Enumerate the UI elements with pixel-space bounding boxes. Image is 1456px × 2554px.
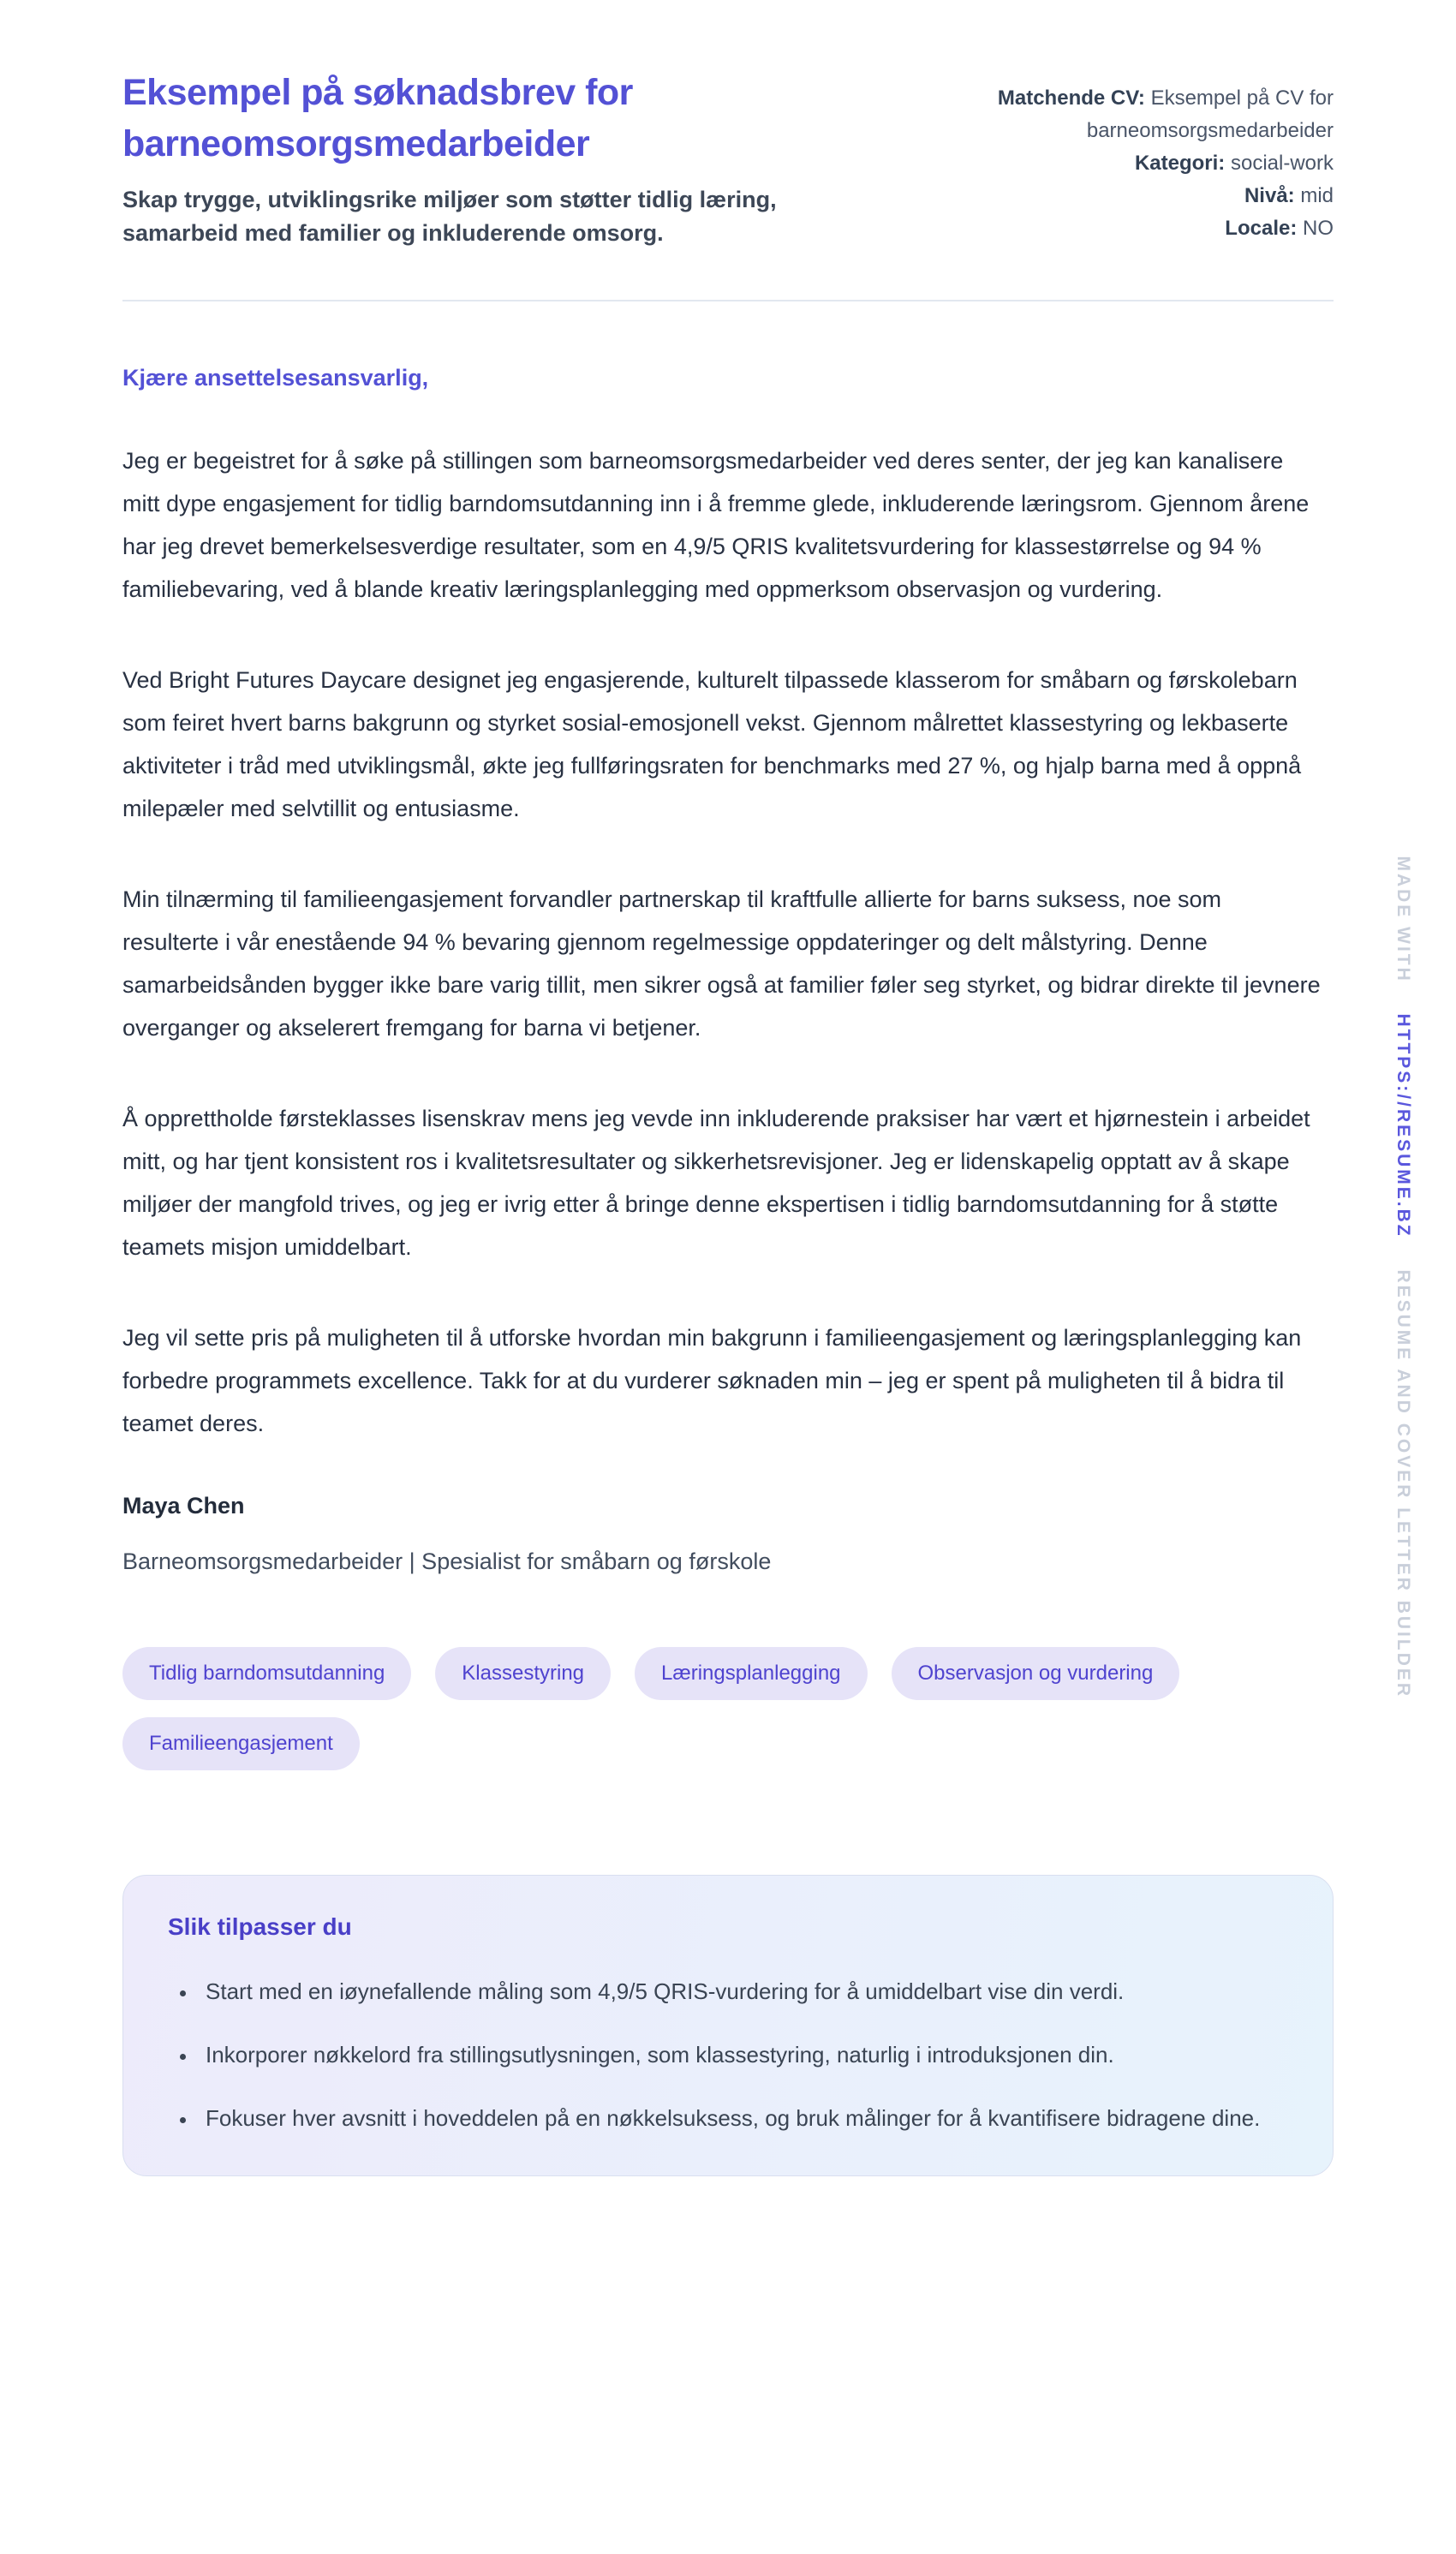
header-divider — [122, 300, 1334, 301]
tip-item: • Fokuser hver avsnitt i hoveddelen på en nøkkelsuksess, og bruk målinger for å kvantifisere bidragene dine. — [197, 2097, 1288, 2139]
skill-tag: Klassestyring — [435, 1647, 611, 1700]
skill-tag: Tidlig barndomsutdanning — [122, 1647, 411, 1700]
skill-tag: Læringsplanlegging — [635, 1647, 867, 1700]
letter-paragraph: Jeg vil sette pris på muligheten til å utforske hvordan min bakgrunn i familieengasjement og læringsplanlegging kan forbedre programmets excellence. Takk for at du vurderer søknaden min – jeg er spent på muligheten til å bidra til teamet deres. — [122, 1325, 1302, 1436]
meta-row — [957, 212, 1334, 245]
page-subtitle: Skap trygge, utviklingsrike miljøer som støtter tidlig læring, samarbeid med familier og inkluderende omsorg. — [122, 187, 777, 246]
header — [122, 0, 1334, 250]
skill-tag: Familieengasjement — [122, 1717, 360, 1770]
meta-value: mid — [1300, 184, 1334, 207]
page-title: Eksempel på søknadsbrev for barneomsorgsmedarbeider — [122, 72, 633, 164]
tips-box — [122, 1875, 1334, 2176]
skill-tags — [122, 1647, 1334, 1770]
meta-label: Nivå: — [1244, 184, 1295, 207]
signature-name: Maya Chen — [122, 1493, 245, 1519]
side-watermark — [1393, 856, 1413, 1698]
watermark-link[interactable]: HTTPS://RESUME.BZ — [1393, 1013, 1413, 1238]
header-titles — [122, 67, 898, 250]
meta-panel — [957, 67, 1334, 250]
meta-label: Locale: — [1225, 217, 1298, 240]
page-container — [122, 0, 1334, 2176]
letter-paragraph: Min tilnærming til familieengasjement forvandler partnerskap til kraftfulle allierte for barns suksess, noe som resulterte i vår enestående 94 % bevaring gjennom regelmessige oppdateringer og delt målstyring. Denne samarbeidsånden bygger ikke bare varig tillit, men sikrer også at familier føler seg styrket, og bidrar direkte til jevnere overganger og akselerert fremgang for barna vi betjener. — [122, 886, 1321, 1041]
meta-row — [957, 82, 1334, 147]
letter-greeting: Kjære ansettelsesansvarlig, — [122, 365, 429, 391]
cover-letter-body — [122, 365, 1334, 1575]
letter-paragraph: Ved Bright Futures Daycare designet jeg engasjerende, kulturelt tilpassede klasserom for småbarn og førskolebarn som feiret hvert barns bakgrunn og styrket sosial-emosjonell vekst. Gjennom målrettet klassestyring og lekbaserte aktiviteter i tråd med utviklingsmål, økte jeg fullføringsraten for benchmarks med 27 %, og hjalp barna med å oppnå milepæler med selvtillit og entusiasme. — [122, 667, 1302, 821]
meta-value: Eksempel på CV for barneomsorgsmedarbeider — [1086, 87, 1334, 142]
watermark-suffix: RESUME AND COVER LETTER BUILDER — [1393, 1268, 1413, 1698]
tips-title: Slik tilpasser du — [168, 1913, 352, 1940]
letter-paragraph: Å opprettholde førsteklasses lisenskrav mens jeg vevde inn inkluderende praksiser har vært et hjørnestein i arbeidet mitt, og har tjent konsistent ros i kvalitetsresultater og sikkerhetsrevisjoner. Jeg er lidenskapelig opptatt av å skape miljøer der mangfold trives, og jeg er ivrig etter å bringe denne ekspertisen i tidlig barndomsutdanning for å støtte teamets misjon umiddelbart. — [122, 1106, 1310, 1260]
tips-list — [168, 1970, 1288, 2139]
meta-row — [957, 147, 1334, 180]
meta-row — [957, 180, 1334, 212]
letter-paragraph: Jeg er begeistret for å søke på stillingen som barneomsorgsmedarbeider ved deres senter, der jeg kan kanalisere mitt dype engasjement for tidlig barndomsutdanning inn i å fremme glede, inkluderende læringsrom. Gjennom årene har jeg drevet bemerkelsesverdige resultater, som en 4,9/5 QRIS kvalitetsvurdering for klassestørrelse og 94 % familiebevaring, ved å blande kreativ læringsplanlegging med oppmerksom observasjon og vurdering. — [122, 448, 1310, 602]
skill-tag: Observasjon og vurdering — [892, 1647, 1180, 1700]
tip-item: • Inkorporer nøkkelord fra stillingsutlysningen, som klassestyring, naturlig i introduksjonen din. — [197, 2033, 1288, 2076]
watermark-prefix: MADE WITH — [1393, 856, 1413, 983]
meta-label: Matchende CV: — [997, 87, 1145, 110]
meta-value: social-work — [1230, 152, 1334, 175]
meta-value: NO — [1303, 217, 1334, 240]
meta-label: Kategori: — [1134, 152, 1226, 175]
tip-item: • Start med en iøynefallende måling som 4,9/5 QRIS-vurdering for å umiddelbart vise din verdi. — [197, 1970, 1288, 2013]
letter-paragraphs — [122, 439, 1334, 1445]
signature-role: Barneomsorgsmedarbeider | Spesialist for småbarn og førskole — [122, 1549, 772, 1574]
